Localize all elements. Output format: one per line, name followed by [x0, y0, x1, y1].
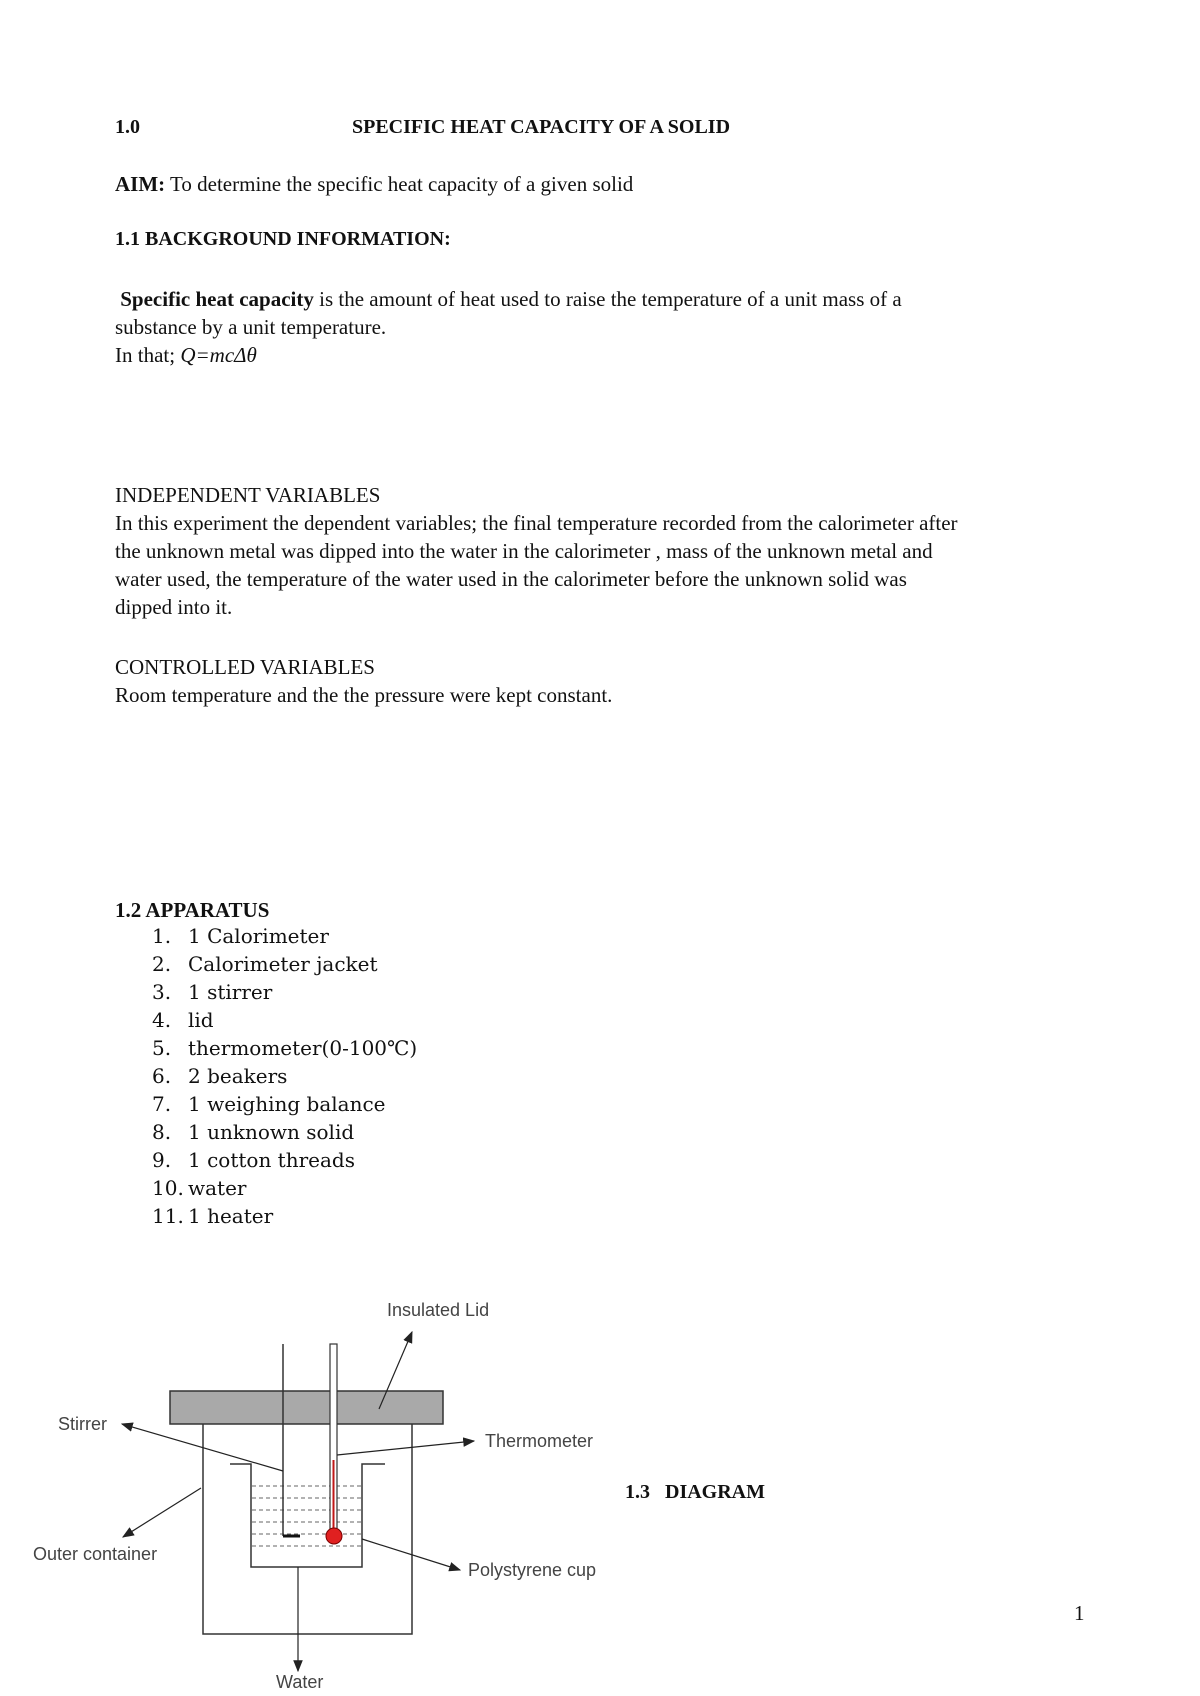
aim-text: To determine the specific heat capacity of a given solid	[165, 172, 634, 196]
water-lines	[252, 1486, 361, 1546]
polystyrene-cup-shape	[230, 1464, 385, 1567]
label-outer-container: Outer container	[33, 1544, 158, 1564]
outer-container-shape	[203, 1424, 412, 1634]
list-item: 4. lid	[152, 1008, 214, 1032]
list-item: 2. Calorimeter jacket	[152, 952, 378, 976]
independent-line-1: In this experiment the dependent variables; the final temperature recorded from the calorimeter after	[115, 511, 958, 535]
section-number: 1.0	[115, 116, 140, 138]
independent-line-3: water used, the temperature of the water used in the calorimeter before the unknown solid was	[115, 567, 907, 591]
independent-line-2: the unknown metal was dipped into the water in the calorimeter , mass of the unknown metal and	[115, 539, 933, 563]
list-item: 8. 1 unknown solid	[152, 1120, 355, 1144]
list-item: 1. 1 Calorimeter	[152, 924, 329, 948]
independent-heading: INDEPENDENT VARIABLES	[115, 483, 381, 507]
label-insulated-lid: Insulated Lid	[387, 1300, 490, 1320]
list-item: 10. water	[152, 1176, 247, 1200]
aim-label: AIM:	[115, 172, 166, 196]
definition-line-1: Specific heat capacity is the amount of heat used to raise the temperature of a unit mass of a	[120, 287, 902, 311]
apparatus-heading: 1.2 APPARATUS	[115, 898, 270, 922]
list-item: 6. 2 beakers	[152, 1064, 288, 1088]
label-polystyrene-cup: Polystyrene cup	[468, 1560, 597, 1580]
page-title: SPECIFIC HEAT CAPACITY OF A SOLID	[352, 116, 731, 138]
label-stirrer: Stirrer	[58, 1414, 107, 1434]
diagram-heading: 1.3 DIAGRAM	[625, 1481, 765, 1503]
page-number: 1	[1074, 1601, 1085, 1625]
label-water: Water	[276, 1672, 324, 1692]
list-item: 5. thermometer(0-100℃)	[152, 1036, 418, 1060]
definition-term: Specific heat capacity	[120, 287, 314, 311]
list-item: 3. 1 stirrer	[152, 980, 273, 1004]
list-item: 7. 1 weighing balance	[152, 1092, 386, 1116]
definition-line-2: substance by a unit temperature.	[115, 315, 387, 339]
thermometer-bulb	[326, 1528, 342, 1544]
label-thermometer: Thermometer	[485, 1431, 594, 1451]
list-item: 11. 1 heater	[152, 1204, 274, 1228]
insulated-lid-shape	[170, 1391, 443, 1424]
formula: Q=mcΔθ	[180, 343, 257, 367]
background-heading: 1.1 BACKGROUND INFORMATION:	[115, 228, 451, 250]
controlled-text: Room temperature and the the pressure were kept constant.	[115, 683, 613, 707]
independent-line-4: dipped into it.	[115, 595, 233, 619]
controlled-heading: CONTROLLED VARIABLES	[115, 655, 375, 679]
list-item: 9. 1 cotton threads	[152, 1148, 355, 1172]
formula-line: In that; Q=mcΔθ	[115, 343, 257, 367]
